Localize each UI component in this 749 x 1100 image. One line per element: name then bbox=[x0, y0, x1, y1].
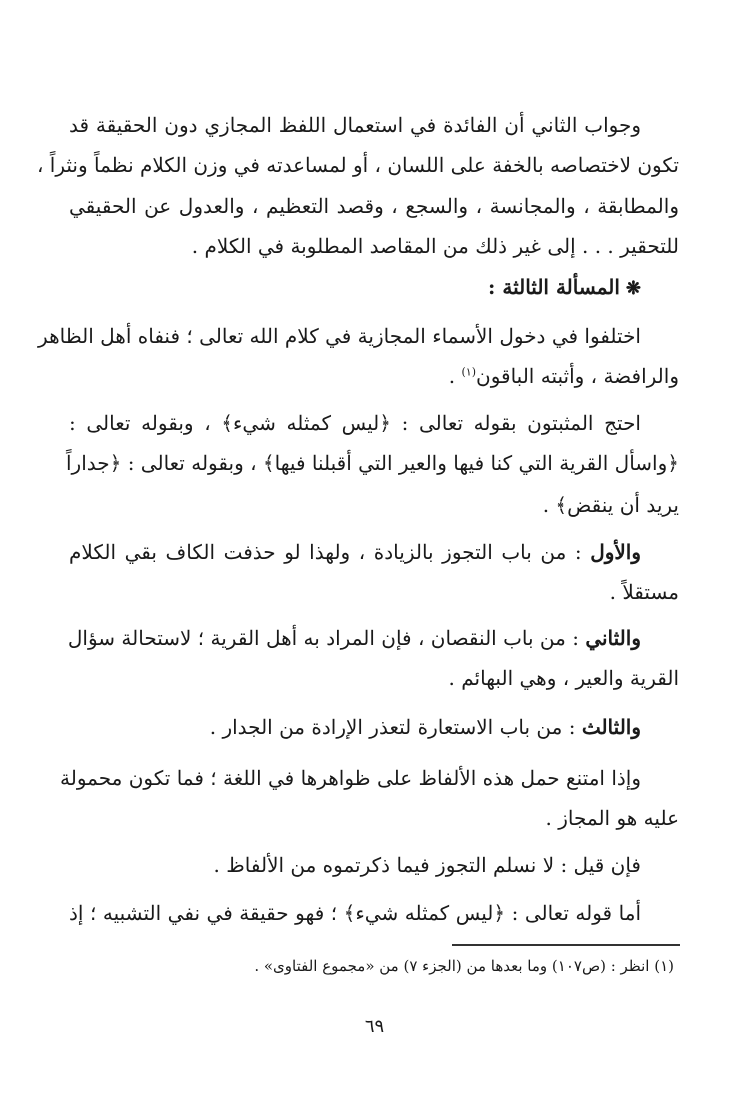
paragraph-1-line-3: والمطابقة ، والمجانسة ، والسجع ، وقصد التعظيم ، والعدول عن الحقيقي bbox=[69, 194, 679, 218]
paragraph-6-lead: والثالث bbox=[581, 715, 641, 739]
section-heading bbox=[69, 272, 641, 304]
paragraph-5-line-1 bbox=[69, 623, 641, 653]
page-number: ٦٩ bbox=[364, 1016, 385, 1037]
paragraph-5-text: : من باب النقصان ، فإن المراد به أهل القرية ؛ لاستحالة سؤال bbox=[67, 626, 586, 650]
paragraph-6-text: : من باب الاستعارة لتعذر الإرادة من الجدار . bbox=[209, 715, 582, 739]
paragraph-2-end: . bbox=[448, 364, 462, 388]
paragraph-4-line-2: مستقلاً . bbox=[609, 580, 679, 604]
paragraph-2-text: والرافضة ، وأثبته الباقون bbox=[476, 364, 679, 388]
paragraph-4-lead: والأول bbox=[590, 540, 641, 564]
paragraph-4-line-1 bbox=[69, 537, 641, 567]
paragraph-2-line-1: اختلفوا في دخول الأسماء المجازية في كلام الله تعالى ؛ فنفاه أهل الظاهر bbox=[38, 324, 641, 348]
paragraph-8-line-1: فإن قيل : لا نسلم التجوز فيما ذكرتموه من الألفاظ . bbox=[213, 853, 641, 877]
section-heading-text: المسألة الثالثة : bbox=[488, 275, 620, 299]
footnote-divider bbox=[452, 944, 680, 946]
paragraph-5-line-2: القرية والعير ، وهي البهائم . bbox=[448, 666, 679, 690]
paragraph-7-line-2: عليه هو المجاز . bbox=[545, 806, 679, 830]
paragraph-7-line-1: وإذا امتنع حمل هذه الألفاظ على ظواهرها في اللغة ؛ فما تكون محمولة bbox=[60, 766, 641, 790]
paragraph-1-line-1: وجواب الثاني أن الفائدة في استعمال اللفظ المجازي دون الحقيقة قد bbox=[69, 113, 641, 137]
paragraph-3-line-3: يريد أن ينقض﴾ . bbox=[542, 493, 679, 517]
paragraph-5-lead: والثاني bbox=[585, 626, 641, 650]
paragraph-1-line-4: للتحقير . . . إلى غير ذلك من المقاصد المطلوبة في الكلام . bbox=[191, 234, 679, 258]
footnote-reference: (١) bbox=[461, 365, 476, 379]
paragraph-3-line-2: ﴿واسأل القرية التي كنا فيها والعير التي أقبلنا فيها﴾ ، وبقوله تعالى : ﴿جداراً bbox=[66, 451, 679, 475]
paragraph-2-line-2 bbox=[69, 361, 679, 391]
asterisk-icon: ❋ bbox=[625, 278, 641, 299]
paragraph-3-line-1: احتج المثبتون بقوله تعالى : ﴿ليس كمثله شيء﴾ ، وبقوله تعالى : bbox=[69, 411, 641, 435]
paragraph-4-text: : من باب التجوز بالزيادة ، ولهذا لو حذفت الكاف بقي الكلام bbox=[69, 540, 591, 564]
paragraph-1-line-2: تكون لاختصاصه بالخفة على اللسان ، أو لمساعدته في وزن الكلام نظماً ونثراً ، bbox=[36, 153, 679, 177]
footnote-text: (١) انظر : (ص١٠٧) وما بعدها من (الجزء ٧) من «مجموع الفتاوى» . bbox=[254, 957, 674, 975]
paragraph-9-line-1: أما قوله تعالى : ﴿ليس كمثله شيء﴾ ؛ فهو حقيقة في نفي التشبيه ؛ إذ bbox=[69, 901, 641, 925]
paragraph-6-line-1 bbox=[69, 712, 641, 742]
